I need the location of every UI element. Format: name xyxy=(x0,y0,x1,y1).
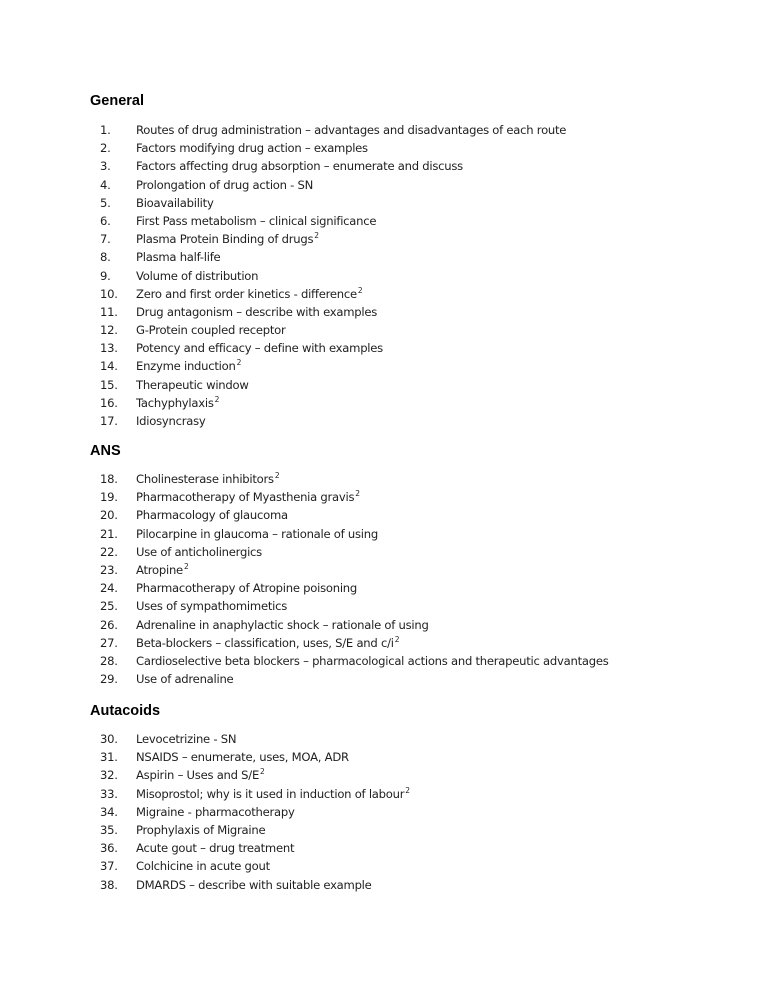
item-text xyxy=(136,803,295,821)
item-label: Zero and first order kinetics - difference xyxy=(136,286,357,301)
item-label: Pharmacology of glaucoma xyxy=(136,508,288,523)
item-number: 32. xyxy=(100,768,118,783)
item-text xyxy=(136,357,241,375)
item-number: 1. xyxy=(100,123,111,137)
item-label: Pharmacotherapy of Myasthenia gravis xyxy=(136,490,355,505)
superscript-marker: 2 xyxy=(260,767,265,777)
superscript-marker: 2 xyxy=(274,471,280,480)
item-number: 10. xyxy=(100,286,118,301)
item-number: 8. xyxy=(100,250,111,265)
item-number: 26. xyxy=(100,617,118,632)
item-text xyxy=(136,525,378,543)
item-label: Migraine - pharmacotherapy xyxy=(136,804,295,819)
item-text xyxy=(136,157,463,175)
item-label: Drug antagonism – describe with examples xyxy=(136,304,378,319)
item-number: 18. xyxy=(100,472,118,486)
item-number: 23. xyxy=(100,562,118,577)
item-label: Aspirin – Uses and S/E xyxy=(136,768,260,783)
item-number: 30. xyxy=(100,732,118,746)
superscript-marker: 2 xyxy=(355,489,360,499)
item-number: 38. xyxy=(100,877,118,892)
item-number: 13. xyxy=(100,341,118,356)
item-number: 22. xyxy=(100,544,118,559)
item-label: Prophylaxis of Migraine xyxy=(136,822,266,837)
item-number: 15. xyxy=(100,377,118,392)
item-label: DMARDS – describe with suitable example xyxy=(136,877,372,892)
item-number: 11. xyxy=(100,304,118,319)
item-label: Tachyphylaxis xyxy=(136,395,214,410)
item-label: Cholinesterase inhibitors xyxy=(136,472,274,486)
item-label: Pilocarpine in glaucoma – rationale of using xyxy=(136,526,378,541)
superscript-marker: 2 xyxy=(314,231,319,241)
item-number: 19. xyxy=(100,490,118,505)
item-label: Pharmacotherapy of Atropine poisoning xyxy=(136,581,357,596)
superscript-marker: 2 xyxy=(405,785,410,795)
item-number: 35. xyxy=(100,822,118,837)
item-number: 16. xyxy=(100,395,118,410)
item-number: 21. xyxy=(100,526,118,541)
item-text xyxy=(136,730,236,748)
item-label: Idiosyncrasy xyxy=(136,414,206,428)
item-number: 14. xyxy=(100,359,118,374)
item-text xyxy=(136,561,188,579)
item-number: 24. xyxy=(100,581,118,596)
item-text xyxy=(136,230,319,248)
item-label: Acute gout – drug treatment xyxy=(136,841,295,856)
item-number: 36. xyxy=(100,841,118,856)
item-label: Routes of drug administration – advantages and disadvantages of each route xyxy=(136,123,567,137)
item-number: 6. xyxy=(100,213,111,228)
item-number: 9. xyxy=(100,268,111,283)
item-number: 31. xyxy=(100,750,118,765)
item-text xyxy=(136,412,206,430)
item-text xyxy=(136,785,410,803)
item-label: Bioavailability xyxy=(136,195,214,210)
item-label: Use of adrenaline xyxy=(136,672,234,687)
superscript-marker: 2 xyxy=(357,285,363,295)
item-text xyxy=(136,748,349,766)
item-label: NSAIDS – enumerate, uses, MOA, ADR xyxy=(136,750,349,765)
item-text xyxy=(136,267,258,285)
item-text xyxy=(136,248,220,266)
section-heading-general: General xyxy=(90,93,144,109)
item-number: 20. xyxy=(100,508,118,523)
item-number: 28. xyxy=(100,653,118,668)
item-label: Therapeutic window xyxy=(136,377,249,392)
item-number: 4. xyxy=(100,177,111,192)
item-number: 2. xyxy=(100,141,111,156)
item-number: 34. xyxy=(100,804,118,819)
item-text xyxy=(136,876,372,894)
item-text xyxy=(136,766,265,784)
item-label: Misoprostol; why is it used in induction of labour xyxy=(136,786,405,801)
item-number: 3. xyxy=(100,159,111,174)
item-label: Use of anticholinergics xyxy=(136,544,262,559)
item-label: Cardioselective beta blockers – pharmacological actions and therapeutic advantages xyxy=(136,653,609,668)
item-label: Colchicine in acute gout xyxy=(136,859,270,874)
item-label: Atropine xyxy=(136,562,183,577)
item-text xyxy=(136,839,294,857)
item-label: Levocetrizine - SN xyxy=(136,732,237,746)
item-text xyxy=(136,543,262,561)
superscript-marker: 2 xyxy=(236,358,242,368)
item-text xyxy=(136,285,362,303)
item-number: 17. xyxy=(100,414,118,428)
item-text xyxy=(136,857,270,875)
item-label: Adrenaline in anaphylactic shock – rationale of using xyxy=(136,617,429,632)
item-text xyxy=(136,821,265,839)
item-text xyxy=(136,376,249,394)
item-label: Plasma half-life xyxy=(136,250,221,265)
item-label: Beta-blockers – classification, uses, S/E and c/i xyxy=(136,635,394,650)
item-number: 5. xyxy=(100,195,111,210)
section-heading-ans: ANS xyxy=(90,443,121,459)
item-label: First Pass metabolism – clinical significance xyxy=(136,213,377,228)
item-text xyxy=(136,670,233,688)
item-text xyxy=(136,488,360,506)
item-label: Factors modifying drug action – examples xyxy=(136,141,368,156)
item-label: Plasma Protein Binding of drugs xyxy=(136,232,314,247)
item-number: 27. xyxy=(100,635,118,650)
item-number: 12. xyxy=(100,323,118,338)
item-text xyxy=(136,194,214,212)
item-text xyxy=(136,121,566,139)
superscript-marker: 2 xyxy=(214,394,220,404)
item-text xyxy=(136,212,376,230)
item-number: 25. xyxy=(100,599,118,614)
item-text xyxy=(136,339,383,357)
item-number: 33. xyxy=(100,786,118,801)
superscript-marker: 2 xyxy=(183,561,189,571)
item-number: 7. xyxy=(100,232,111,247)
item-text xyxy=(136,470,279,488)
item-text xyxy=(136,321,285,339)
item-label: Enzyme induction xyxy=(136,359,236,374)
item-text xyxy=(136,303,377,321)
item-number: 37. xyxy=(100,859,118,874)
item-text xyxy=(136,176,313,194)
item-label: Prolongation of drug action - SN xyxy=(136,177,314,192)
item-text xyxy=(136,634,399,652)
item-text xyxy=(136,139,368,157)
section-heading-autacoids: Autacoids xyxy=(90,703,161,719)
item-text xyxy=(136,597,287,615)
item-text xyxy=(136,652,609,670)
item-text xyxy=(136,579,357,597)
item-text xyxy=(136,394,219,412)
item-label: G-Protein coupled receptor xyxy=(136,323,286,338)
item-label: Volume of distribution xyxy=(136,268,259,283)
item-label: Potency and efficacy – define with examples xyxy=(136,341,383,356)
superscript-marker: 2 xyxy=(394,634,400,644)
item-label: Uses of sympathomimetics xyxy=(136,599,288,614)
item-text xyxy=(136,616,429,634)
item-text xyxy=(136,506,288,524)
item-label: Factors affecting drug absorption – enumerate and discuss xyxy=(136,159,463,174)
item-number: 29. xyxy=(100,672,118,687)
